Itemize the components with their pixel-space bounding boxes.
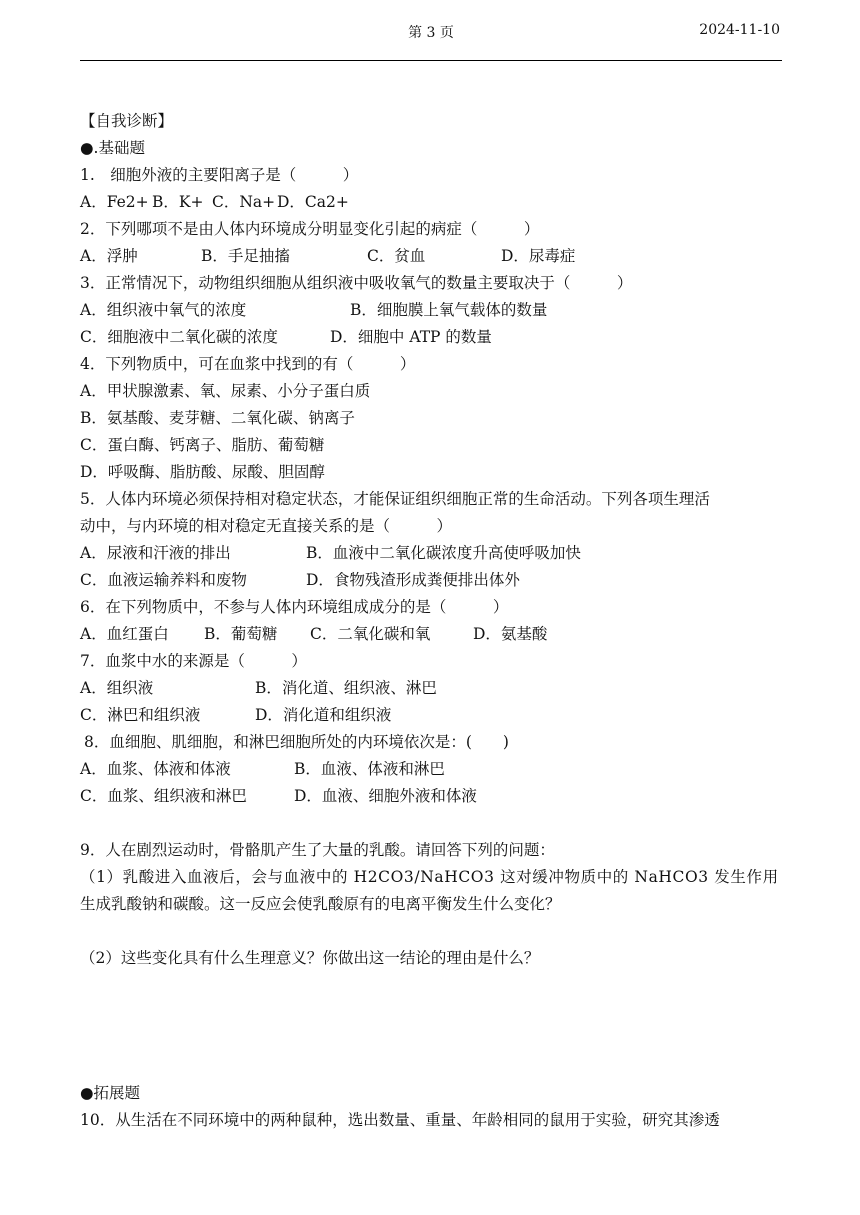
q5-option-d: D．食物残渣形成粪便排出体外: [306, 571, 520, 589]
question-9-part1-line2: 生成乳酸钠和碳酸。这一反应会使乳酸原有的电离平衡发生什么变化？: [80, 895, 561, 913]
question-9-stem: 9．人在剧烈运动时，骨骼肌产生了大量的乳酸。请回答下列的问题：: [80, 841, 555, 859]
question-5-options-ab: [80, 540, 790, 567]
question-2-options: [80, 243, 790, 270]
question-5-stem-line2: 动中，与内环境的相对稳定无直接关系的是（ ）: [80, 517, 453, 535]
q7-option-a: A．组织液: [80, 679, 154, 697]
basic-section-title: ●.基础题: [80, 139, 145, 157]
section-title: 【自我诊断】: [80, 112, 174, 130]
q1-option-d: D．Ca2+: [277, 193, 349, 211]
q6-option-b: B．葡萄糖: [204, 625, 278, 643]
answer-space-1: [80, 918, 790, 945]
question-5-stem-line1: 5．人体内环境必须保持相对稳定状态，才能保证组织细胞正常的生命活动。下列各项生理活: [80, 490, 710, 508]
question-9-part2: （2）这些变化具有什么生理意义？你做出这一结论的理由是什么？: [80, 949, 540, 967]
q3-option-d: D．细胞中 ATP 的数量: [330, 328, 492, 346]
question-6-options: [80, 621, 790, 648]
question-2-stem: 2．下列哪项不是由人体内环境成分明显变化引起的病症（ ）: [80, 220, 540, 238]
q5-option-a: A．尿液和汗液的排出: [80, 544, 231, 562]
q2-option-c: C．贫血: [367, 247, 426, 265]
q3-option-b: B．细胞膜上氧气载体的数量: [350, 301, 548, 319]
answer-space-2: [80, 972, 790, 1026]
q7-option-b: B．消化道、组织液、淋巴: [255, 679, 437, 697]
question-3-options-cd: [80, 324, 790, 351]
page-header: [80, 10, 782, 61]
q2-option-d: D．尿毒症: [501, 247, 576, 265]
question-3-options-ab: [80, 297, 790, 324]
q3-option-a: A．组织液中氧气的浓度: [80, 301, 247, 319]
q8-option-a: A．血浆、体液和体液: [80, 760, 231, 778]
q1-option-a: A．Fe2+: [80, 193, 149, 211]
question-8-stem: 8．血细胞、肌细胞，和淋巴细胞所处的内环境依次是：( ): [84, 733, 509, 751]
question-6-stem: 6．在下列物质中，不参与人体内环境组成成分的是（ ）: [80, 598, 509, 616]
q6-option-a: A．血红蛋白: [80, 625, 169, 643]
question-10-stem: 10．从生活在不同环境中的两种鼠种，选出数量、重量、年龄相同的鼠用于实验，研究其渗透: [80, 1111, 720, 1129]
question-4-stem: 4．下列物质中，可在血浆中找到的有（ ）: [80, 355, 416, 373]
question-8-options-cd: [80, 783, 790, 810]
q7-option-c: C．淋巴和组织液: [80, 706, 201, 724]
question-3-stem: 3．正常情况下，动物组织细胞从组织液中吸收氧气的数量主要取决于（ ）: [80, 274, 633, 292]
q5-option-b: B．血液中二氧化碳浓度升高使呼吸加快: [306, 544, 581, 562]
q6-option-d: D．氨基酸: [473, 625, 548, 643]
q3-option-c: C．细胞液中二氧化碳的浓度: [80, 328, 278, 346]
question-1-stem: 1. 细胞外液的主要阳离子是（ ）: [80, 166, 359, 184]
q8-option-c: C．血浆、组织液和淋巴: [80, 787, 247, 805]
q2-option-a: A．浮肿: [80, 247, 138, 265]
q4-option-d: D．呼吸酶、脂肪酸、尿酸、胆固醇: [80, 463, 325, 481]
q4-option-b: B．氨基酸、麦芽糖、二氧化碳、钠离子: [80, 409, 355, 427]
q1-option-c: C．Na+: [212, 193, 276, 211]
question-1-options: [80, 189, 790, 216]
q6-option-c: C．二氧化碳和氧: [310, 625, 431, 643]
spacer: [80, 810, 790, 837]
q4-option-a: A．甲状腺激素、氧、尿素、小分子蛋白质: [80, 382, 371, 400]
q7-option-d: D．消化道和组织液: [255, 706, 392, 724]
q4-option-c: C．蛋白酶、钙离子、脂肪、葡萄糖: [80, 436, 325, 454]
header-date: 2024-11-10: [699, 22, 780, 38]
question-8-options-ab: [80, 756, 790, 783]
q8-option-b: B．血液、体液和淋巴: [294, 760, 445, 778]
extension-section-title: ●拓展题: [80, 1084, 141, 1102]
question-9-part1-line1: （1）乳酸进入血液后，会与血液中的 H2CO3/NaHCO3 这对缓冲物质中的 NaHCO3 发生作用: [80, 868, 779, 886]
q1-option-b: B．K+: [152, 193, 204, 211]
answer-space-3: [80, 1026, 790, 1080]
question-7-stem: 7．血浆中水的来源是（ ）: [80, 652, 307, 670]
q8-option-d: D．血液、细胞外液和体液: [294, 787, 477, 805]
q2-option-b: B．手足抽搐: [201, 247, 290, 265]
question-7-options-cd: [80, 702, 790, 729]
question-5-options-cd: [80, 567, 790, 594]
page-number: 第 3 页: [408, 25, 454, 41]
question-7-options-ab: [80, 675, 790, 702]
q5-option-c: C．血液运输养料和废物: [80, 571, 247, 589]
document-body: [80, 108, 790, 1134]
